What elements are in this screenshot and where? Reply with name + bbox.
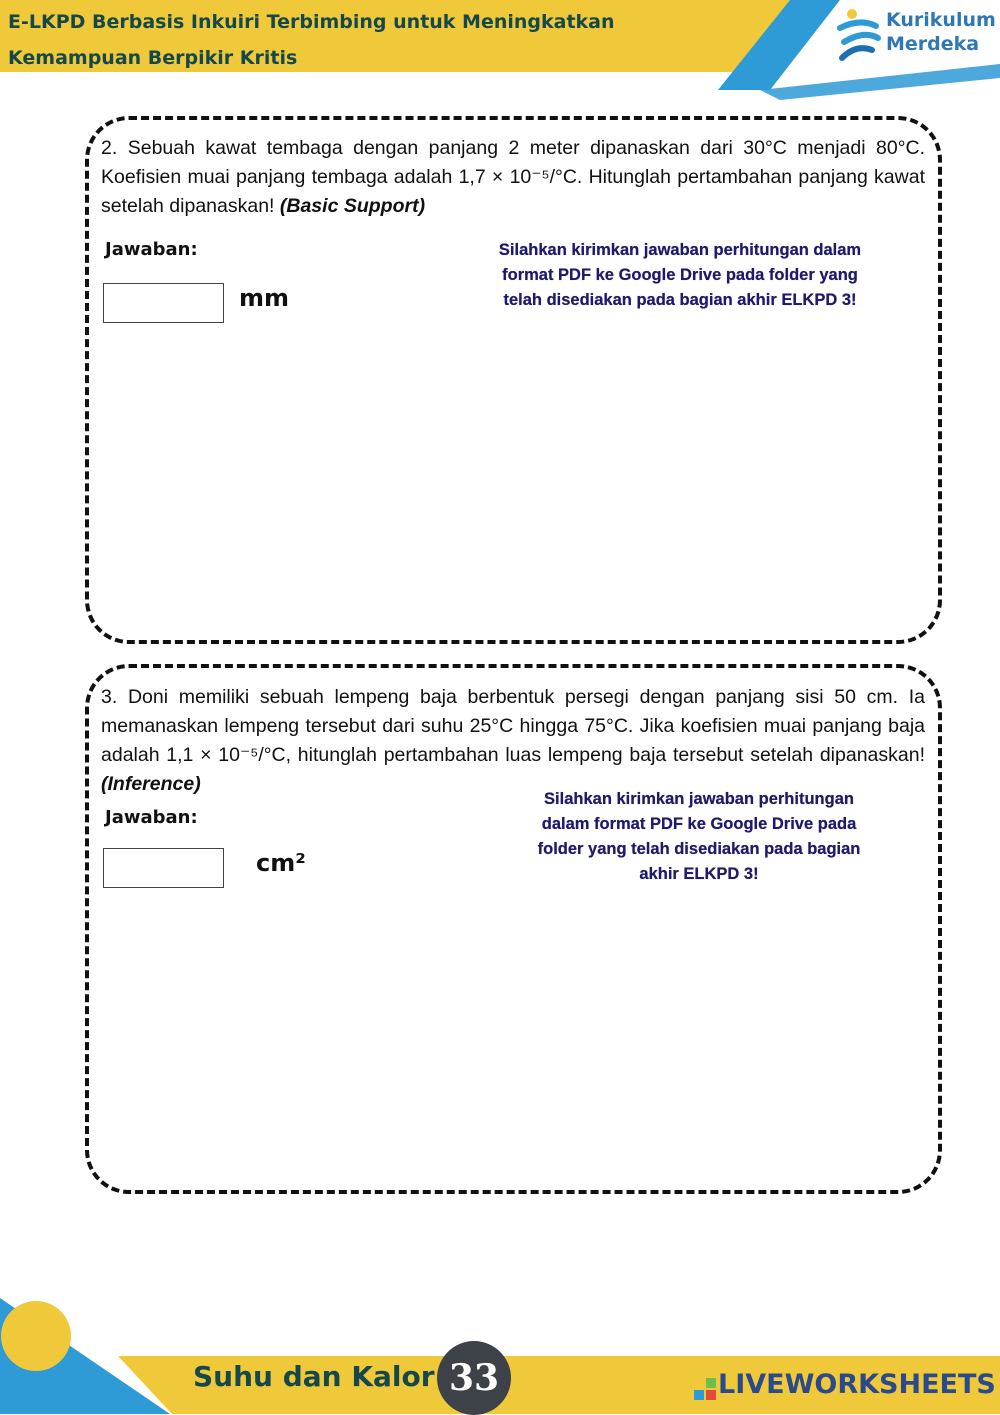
answer-input-3[interactable]: [103, 848, 224, 888]
unit-label-3: cm²: [256, 849, 306, 877]
liveworksheets-logo-icon: [694, 1378, 716, 1400]
submission-note-3: Silahkan kirimkan jawaban perhitungan dalam format PDF ke Google Drive pada folder yang telah disediakan pada bagian akhir ELKPD 3!: [537, 790, 861, 883]
question-2-tag: (Basic Support): [279, 195, 426, 217]
question-2-text: [101, 134, 925, 221]
question-2-body: 2. Sebuah kawat tembaga dengan panjang 2 meter dipanaskan dari 30°C menjadi 80°C. Koefisien muai panjang tembaga adalah 1,7 × 10⁻⁵/°C. Hitunglah pertambahan panjang kawat setelah dipanaskan!: [101, 137, 925, 217]
logo-line-2: Merdeka: [886, 33, 980, 55]
question-3-body: 3. Doni memiliki sebuah lempeng baja berbentuk persegi dengan panjang sisi 50 cm. Ia memanaskan lempeng tersebut dari suhu 25°C hingga 75°C. Jika koefisien muai panjang baja adalah 1,1 × 10⁻⁵/°C, hitunglah pertambahan luas lempeng baja tersebut setelah dipanaskan!: [101, 686, 925, 766]
page-number: 33: [437, 1341, 511, 1415]
title-line-2: Kemampuan Berpikir Kritis: [8, 47, 298, 69]
footer-title: Suhu dan Kalor: [193, 1360, 435, 1393]
answer-label-2: Jawaban:: [105, 239, 198, 260]
answer-label-3: Jawaban:: [105, 807, 198, 828]
unit-label-2: mm: [239, 284, 290, 312]
document-title: [8, 4, 615, 76]
answer-input-2[interactable]: [103, 283, 224, 323]
title-line-1: E-LKPD Berbasis Inkuiri Terbimbing untuk Meningkatkan: [8, 11, 615, 33]
logo-text: [886, 8, 996, 56]
liveworksheets-brand: LIVEWORKSHEETS: [718, 1369, 996, 1400]
logo-line-1: Kurikulum: [886, 9, 996, 31]
question-3-tag: (Inference): [101, 773, 201, 795]
submission-note-2: Silahkan kirimkan jawaban perhitungan dalam format PDF ke Google Drive pada folder yang telah disediakan pada bagian akhir ELKPD 3!: [498, 241, 862, 309]
question-3-text: [101, 683, 925, 799]
